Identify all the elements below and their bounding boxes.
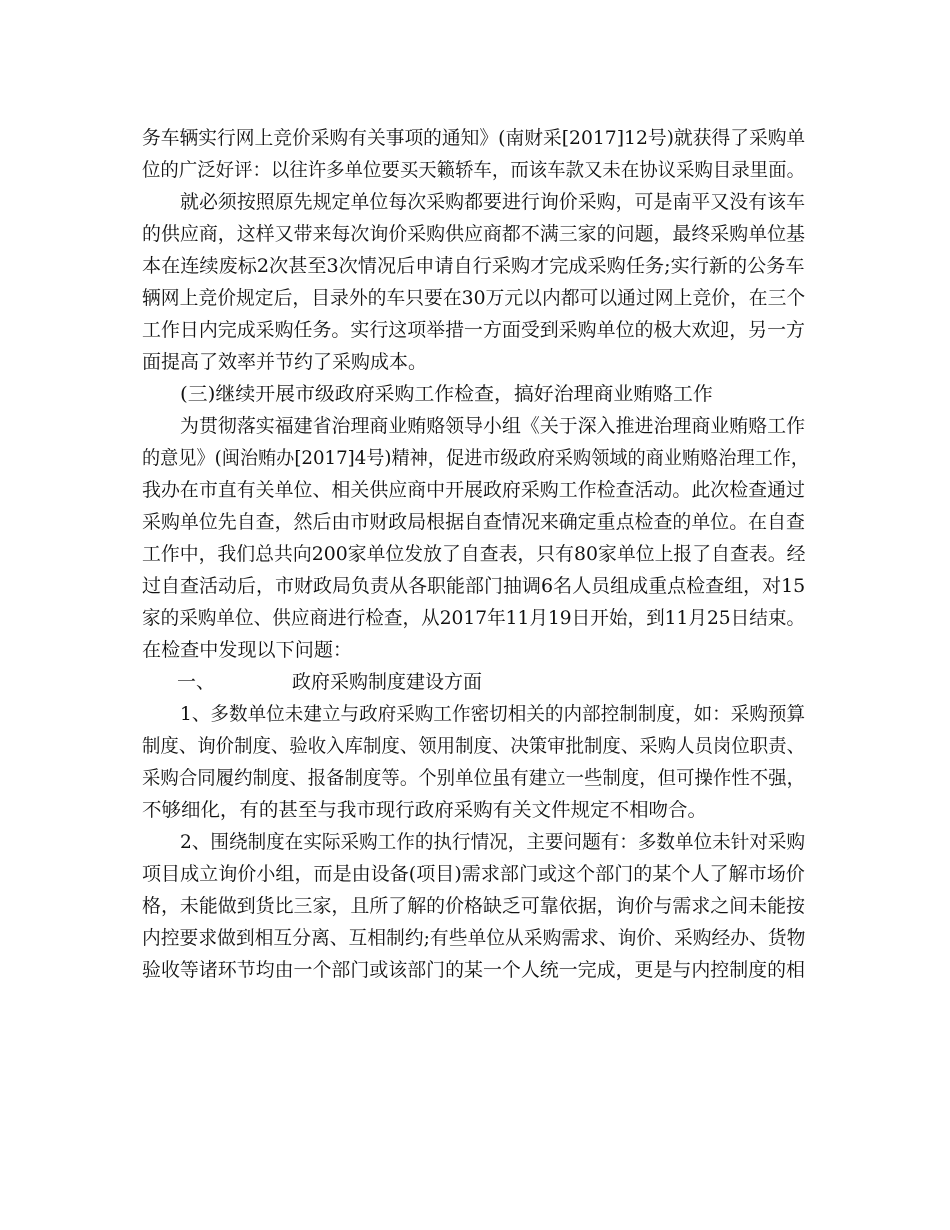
section-heading-title: 政府采购制度建设方面 [292, 671, 483, 693]
text-line: 我办在市直有关单位、相关供应商中开展政府采购工作检查活动。此次检查通过 [142, 479, 806, 501]
text-line: 制度、询价制度、验收入库制度、领用制度、决策审批制度、采购人员岗位职责、 [142, 735, 806, 757]
text-line: 采购合同履约制度、报备制度等。个别单位虽有建立一些制度，但可操作性不强， [142, 767, 806, 789]
text-line: 格，未能做到货比三家，且所了解的价格缺乏可靠依据，询价与需求之间未能按 [142, 895, 806, 917]
text-line: 在检查中发现以下问题： [142, 639, 353, 661]
text-line: 务车辆实行网上竞价采购有关事项的通知》(南财采[2017]12号)就获得了采购单 [142, 127, 806, 149]
section-subheading: (三)继续开展市级政府采购工作检查，搞好治理商业贿赂工作 [180, 383, 713, 405]
text-line: 的供应商，这样又带来每次询价采购供应商都不满三家的问题，最终采购单位基 [142, 223, 806, 245]
text-line: 家的采购单位、供应商进行检查，从2017年11月19日开始，到11月25日结束。 [142, 607, 806, 629]
text-line: 工作中，我们总共向200家单位发放了自查表，只有80家单位上报了自查表。经 [142, 543, 806, 565]
text-line: 就必须按照原先规定单位每次采购都要进行询价采购，可是南平又没有该车 [180, 191, 806, 213]
text-line: 1、多数单位未建立与政府采购工作密切相关的内部控制制度，如：采购预算 [180, 703, 806, 725]
text-line: 辆网上竞价规定后，目录外的车只要在30万元以内都可以通过网上竞价，在三个 [142, 287, 806, 309]
text-line: 采购单位先自查，然后由市财政局根据自查情况来确定重点检查的单位。在自查 [142, 511, 806, 533]
text-line: 过自查活动后，市财政局负责从各职能部门抽调6名人员组成重点检查组，对15 [142, 575, 806, 597]
text-line: 位的广泛好评：以往许多单位要买天籁轿车，而该车款又未在协议采购目录里面。 [142, 159, 806, 181]
text-line: 验收等诸环节均由一个部门或该部门的某一个人统一完成，更是与内控制度的相 [142, 959, 806, 981]
text-line: 工作日内完成采购任务。实行这项举措一方面受到采购单位的极大欢迎，另一方 [142, 319, 806, 341]
text-line: 项目成立询价小组，而是由设备(项目)需求部门或这个部门的某个人了解市场价 [142, 863, 805, 885]
text-line: 内控要求做到相互分离、互相制约;有些单位从采购需求、询价、采购经办、货物 [142, 927, 806, 949]
section-heading-number: 一、 [177, 671, 216, 693]
text-line: 为贯彻落实福建省治理商业贿赂领导小组《关于深入推进治理商业贿赂工作 [180, 415, 806, 437]
text-line: 的意见》(闽治贿办[2017]4号)精神，促进市级政府采购领域的商业贿赂治理工作， [142, 447, 810, 469]
text-line: 2、围绕制度在实际采购工作的执行情况，主要问题有：多数单位未针对采购 [180, 831, 806, 853]
text-line: 不够细化，有的甚至与我市现行政府采购有关文件规定不相吻合。 [142, 799, 708, 821]
text-line: 本在连续废标2次甚至3次情况后申请自行采购才完成采购任务;实行新的公务车 [142, 255, 805, 277]
text-line: 面提高了效率并节约了采购成本。 [142, 351, 428, 373]
